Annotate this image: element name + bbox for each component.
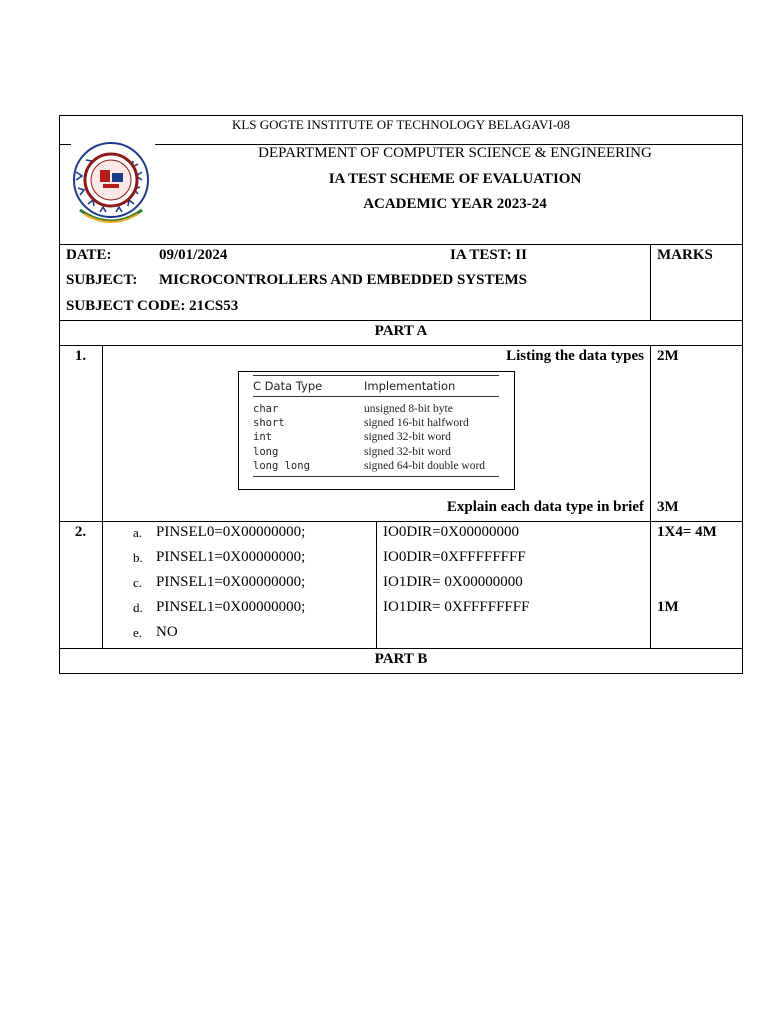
marks-column-line-info [650, 244, 651, 320]
figure-impl-cell: signed 64-bit double word [364, 460, 486, 472]
college-logo [66, 140, 156, 226]
figure-bottom-rule [253, 476, 499, 477]
q2-item-right: IO1DIR= 0X00000000 [383, 574, 523, 590]
q2-item-right: IO1DIR= 0XFFFFFFFF [383, 599, 530, 615]
info-top-line [59, 244, 743, 245]
figure-type-cell: long long [253, 460, 310, 472]
data-types-figure [238, 371, 515, 490]
q2-item-right: IO0DIR=0XFFFFFFFF [383, 549, 526, 565]
q2-item-left: NO [156, 624, 178, 640]
subject-label: SUBJECT: [66, 272, 138, 288]
q2-item-left: PINSEL0=0X00000000; [156, 524, 306, 540]
q2-item-left: PINSEL1=0X00000000; [156, 549, 306, 565]
q2-item-left: PINSEL1=0X00000000; [156, 599, 306, 615]
info-bottom-line [59, 320, 743, 321]
date-value: 09/01/2024 [159, 247, 228, 263]
q2-item-right: IO0DIR=0X00000000 [383, 524, 519, 540]
subject-code: SUBJECT CODE: 21CS53 [66, 298, 239, 314]
table-border-bottom [59, 673, 743, 674]
q2-item-letter: d. [133, 600, 143, 615]
number-column-line [102, 345, 103, 648]
scheme-title: IA TEST SCHEME OF EVALUATION [328, 171, 582, 187]
part-b-title: PART B [374, 651, 428, 667]
q2-split-line [376, 521, 377, 648]
q2-item-letter: a. [133, 525, 143, 540]
department-name: DEPARTMENT OF COMPUTER SCIENCE & ENGINEERING [258, 145, 652, 161]
q2-item-letter: b. [133, 550, 143, 565]
figure-impl-cell: unsigned 8-bit byte [364, 403, 453, 415]
figure-type-cell: char [253, 403, 279, 415]
subject-value: MICROCONTROLLERS AND EMBEDDED SYSTEMS [159, 272, 527, 288]
q1-line2: Explain each data type in brief [446, 499, 644, 515]
part-a-title: PART A [374, 323, 428, 339]
q1-number: 1. [74, 348, 87, 364]
marks-column-line [650, 345, 651, 648]
q1-line1: Listing the data types [506, 348, 644, 364]
marks-header: MARKS [657, 247, 713, 263]
college-seal-icon [66, 140, 156, 226]
figure-top-rule [253, 375, 499, 376]
institute-name: KLS GOGTE INSTITUTE OF TECHNOLOGY BELAGAVI-08 [231, 117, 571, 132]
date-label: DATE: [66, 247, 112, 263]
figure-impl-cell: signed 32-bit word [364, 446, 451, 458]
q2-number: 2. [74, 524, 87, 540]
q2-item-letter: c. [133, 575, 143, 590]
q1-marks2: 3M [657, 499, 679, 515]
figure-col1-header: C Data Type [253, 379, 323, 393]
q2-item-letter: e. [133, 625, 143, 640]
figure-type-cell: short [253, 417, 285, 429]
figure-impl-cell: signed 32-bit word [364, 431, 451, 443]
figure-type-cell: long [253, 446, 279, 458]
q2-marks2: 1M [657, 599, 679, 615]
q2-bottom-line [59, 648, 743, 649]
ia-test-label: IA TEST: II [450, 247, 527, 263]
figure-header-rule [253, 396, 499, 397]
table-border-left [59, 115, 60, 673]
part-a-bottom-line [59, 345, 743, 346]
figure-type-cell: int [253, 431, 272, 443]
academic-year: ACADEMIC YEAR 2023-24 [363, 196, 547, 212]
figure-impl-cell: signed 16-bit halfword [364, 417, 469, 429]
q1-marks1: 2M [657, 348, 679, 364]
q2-item-left: PINSEL1=0X00000000; [156, 574, 306, 590]
figure-col2-header: Implementation [364, 379, 456, 393]
q1-bottom-line [59, 521, 743, 522]
q2-marks1: 1X4= 4M [657, 524, 717, 540]
